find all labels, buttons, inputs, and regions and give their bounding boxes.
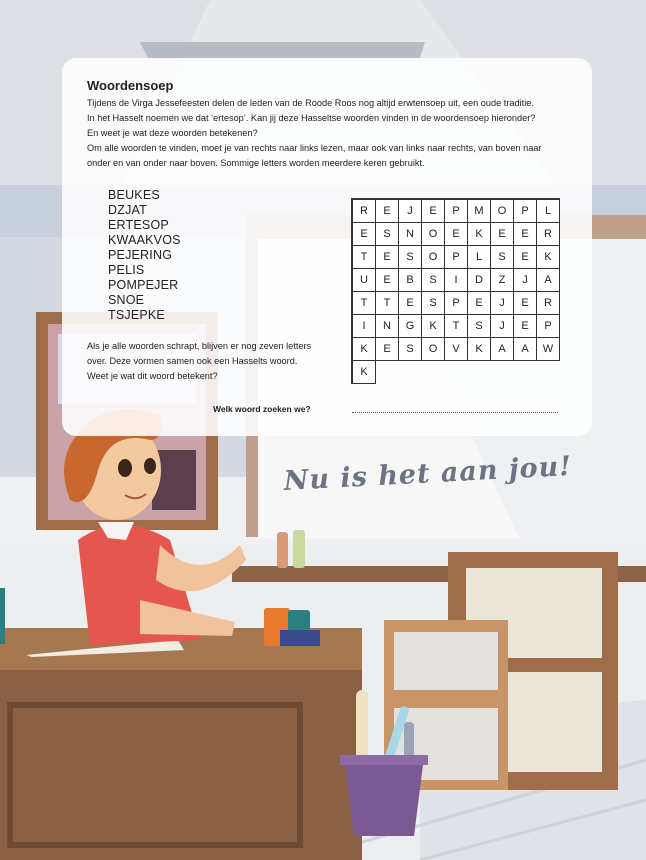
grid-cell[interactable]: I bbox=[445, 269, 468, 292]
grid-cell[interactable]: E bbox=[514, 246, 537, 269]
grid-cell[interactable]: R bbox=[353, 200, 376, 223]
grid-cell[interactable]: K bbox=[422, 315, 445, 338]
grid-cell[interactable]: E bbox=[376, 269, 399, 292]
grid-cell[interactable]: K bbox=[537, 246, 560, 269]
desk bbox=[0, 670, 362, 860]
grid-cell[interactable]: J bbox=[399, 200, 422, 223]
intro-line: In het Hasselt noemen we dat ‘ertesop’. Kan jij deze Hasseltse woorden vinden in de woordensoep hieronder? bbox=[87, 113, 536, 123]
grid-cell[interactable]: E bbox=[445, 223, 468, 246]
grid-cell[interactable]: O bbox=[422, 338, 445, 361]
puzzle-card bbox=[62, 58, 592, 436]
grid-cell[interactable]: S bbox=[376, 223, 399, 246]
grid-cell[interactable]: R bbox=[537, 292, 560, 315]
grid-cell[interactable]: R bbox=[537, 223, 560, 246]
grid-cell[interactable]: E bbox=[376, 246, 399, 269]
grid-cell[interactable]: A bbox=[491, 338, 514, 361]
answer-question: Welk woord zoeken we? bbox=[213, 404, 311, 414]
grid-cell[interactable]: Z bbox=[491, 269, 514, 292]
word-list-item: SNOE bbox=[108, 293, 145, 307]
grid-cell[interactable]: K bbox=[468, 223, 491, 246]
grid-cell[interactable]: E bbox=[491, 223, 514, 246]
grid-cell[interactable]: E bbox=[468, 292, 491, 315]
intro-line: Om alle woorden te vinden, moet je van rechts naar links lezen, maar ook van links naar rechts, van boven naar onder en van onder naar boven. Sommige letters worden meerdere keren gebruikt. bbox=[87, 143, 542, 168]
leftover-letters-note: Als je alle woorden schrapt, blijven er nog zeven letters over. Deze vormen samen ook een Hasselts woord. Weet je wat dit woord betekent? bbox=[87, 341, 312, 381]
grid-cell[interactable]: S bbox=[491, 246, 514, 269]
grid-cell[interactable]: A bbox=[537, 269, 560, 292]
grid-cell[interactable]: E bbox=[376, 200, 399, 223]
grid-cell[interactable]: D bbox=[468, 269, 491, 292]
grid-cell[interactable]: K bbox=[353, 361, 376, 384]
grid-cell[interactable]: E bbox=[353, 223, 376, 246]
grid-cell[interactable]: J bbox=[491, 292, 514, 315]
grid-cell[interactable]: M bbox=[468, 200, 491, 223]
grid-cell[interactable]: A bbox=[514, 338, 537, 361]
grid-cell[interactable]: S bbox=[422, 292, 445, 315]
word-list-item: ERTESOP bbox=[108, 218, 169, 232]
grid-cell[interactable]: K bbox=[353, 338, 376, 361]
grid-cell[interactable]: S bbox=[399, 338, 422, 361]
grid-cell[interactable]: T bbox=[353, 292, 376, 315]
grid-cell[interactable]: L bbox=[537, 200, 560, 223]
grid-cell[interactable]: N bbox=[376, 315, 399, 338]
grid-cell[interactable]: P bbox=[537, 315, 560, 338]
grid-cell[interactable]: J bbox=[514, 269, 537, 292]
grid-cell[interactable]: S bbox=[468, 315, 491, 338]
intro-line: En weet je wat deze woorden betekenen? bbox=[87, 128, 258, 138]
grid-cell[interactable]: P bbox=[514, 200, 537, 223]
word-search-grid[interactable] bbox=[351, 198, 560, 384]
word-list-item: DZJAT bbox=[108, 203, 147, 217]
headline: Nu is het aan jou! bbox=[283, 450, 573, 497]
grid-cell[interactable]: V bbox=[445, 338, 468, 361]
puzzle-title: Woordensoep bbox=[87, 78, 174, 93]
grid-cell[interactable]: N bbox=[399, 223, 422, 246]
paper-roll bbox=[356, 690, 368, 760]
puzzle-intro bbox=[87, 96, 562, 171]
word-list bbox=[108, 188, 181, 323]
word-list-item: TSJEPKE bbox=[108, 308, 165, 322]
grid-cell[interactable]: U bbox=[353, 269, 376, 292]
grid-cell[interactable]: E bbox=[399, 292, 422, 315]
grid-cell[interactable]: E bbox=[514, 223, 537, 246]
grid-cell[interactable]: G bbox=[399, 315, 422, 338]
grid-cell[interactable]: S bbox=[399, 246, 422, 269]
word-list-item: POMPEJER bbox=[108, 278, 179, 292]
grid-cell[interactable]: O bbox=[422, 246, 445, 269]
grid-cell[interactable]: O bbox=[422, 223, 445, 246]
grid-cell[interactable]: O bbox=[491, 200, 514, 223]
word-list-item: PEJERING bbox=[108, 248, 173, 262]
grid-cell[interactable]: P bbox=[445, 246, 468, 269]
word-list-item: BEUKES bbox=[108, 188, 160, 202]
grid-cell[interactable]: T bbox=[353, 246, 376, 269]
pot bbox=[344, 757, 424, 836]
grid-cell[interactable]: T bbox=[445, 315, 468, 338]
bottle bbox=[277, 532, 288, 568]
grid-cell[interactable]: P bbox=[445, 200, 468, 223]
word-list-item: PELIS bbox=[108, 263, 145, 277]
grid-cell[interactable]: E bbox=[422, 200, 445, 223]
grid-cell[interactable]: I bbox=[353, 315, 376, 338]
grid-cell[interactable]: B bbox=[399, 269, 422, 292]
answer-line[interactable] bbox=[352, 412, 558, 413]
grid-cell[interactable]: L bbox=[468, 246, 491, 269]
grid-cell[interactable]: T bbox=[376, 292, 399, 315]
word-list-item: KWAAKVOS bbox=[108, 233, 181, 247]
grid-cell[interactable]: E bbox=[376, 338, 399, 361]
ceiling-light bbox=[140, 42, 425, 58]
grid-cell[interactable]: K bbox=[468, 338, 491, 361]
grid-cell[interactable]: J bbox=[491, 315, 514, 338]
grid-cell[interactable]: P bbox=[445, 292, 468, 315]
grid-cell[interactable]: S bbox=[422, 269, 445, 292]
grid-cell[interactable]: W bbox=[537, 338, 560, 361]
grid-cell[interactable]: E bbox=[514, 315, 537, 338]
grid-cell[interactable]: E bbox=[514, 292, 537, 315]
bottle bbox=[293, 530, 305, 568]
intro-line: Tijdens de Virga Jessefeesten delen de leden van de Roode Roos nog altijd erwtensoep uit, een oude traditie. bbox=[87, 98, 534, 108]
